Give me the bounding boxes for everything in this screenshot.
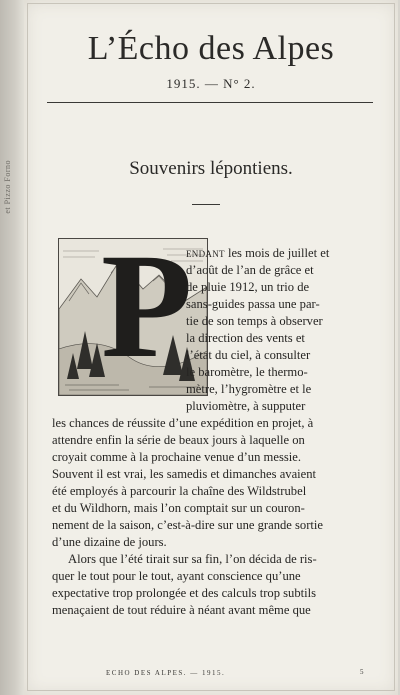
body-line: pluviomètre, à supputer bbox=[186, 399, 306, 413]
body-line: quer le tout pour le tout, ayant conscience qu’une bbox=[52, 569, 301, 583]
body-line: de pluie 1912, un trio de bbox=[186, 280, 310, 294]
body-line: attendre enfin la série de beaux jours à laquelle on bbox=[52, 433, 305, 447]
page-number: 5 bbox=[360, 668, 364, 676]
body-line: tie de son temps à observer bbox=[186, 314, 323, 328]
body-line: les chances de réussite d’une expédition en projet, à bbox=[52, 416, 314, 430]
body-line: endant les mois de juillet et bbox=[186, 246, 330, 260]
body-line: et du Wildhorn, mais l’on comptait sur un couron- bbox=[52, 501, 305, 515]
issue-number: 1915. — N° 2. bbox=[166, 76, 256, 91]
body-line: le baromètre, le thermo- bbox=[186, 365, 308, 379]
body-line: Souvent il est vrai, les samedis et dimanches avaient bbox=[52, 467, 317, 481]
article-title: Souvenirs lépontiens. bbox=[129, 158, 293, 179]
body-line: sans-guides passa une par- bbox=[186, 297, 320, 311]
title-rule bbox=[192, 204, 220, 205]
journal-page bbox=[24, 0, 398, 695]
body-line: menaçaient de tout réduire à néant avant même que bbox=[52, 603, 311, 617]
body-line: expectative trop prolongée et des calculs trop subtils bbox=[52, 586, 317, 600]
dropcap-letter: P bbox=[101, 223, 193, 389]
body-line: mètre, l’hygromètre et le bbox=[186, 382, 312, 396]
first-word: endant bbox=[186, 246, 225, 260]
body-line: l’état du ciel, à consulter bbox=[186, 348, 311, 362]
spine-text: et Pizzo Forno bbox=[3, 160, 12, 214]
body-line: été employés à parcourir la chaîne des Wildstrubel bbox=[52, 484, 307, 498]
body-line: la direction des vents et bbox=[186, 331, 305, 345]
header-rule bbox=[47, 102, 373, 103]
body-line: Alors que l’été tirait sur sa fin, l’on décida de ris- bbox=[68, 552, 317, 566]
body-line: croyait comme à la prochaine venue d’un messie. bbox=[52, 450, 301, 464]
journal-title: L’Écho des Alpes bbox=[87, 30, 335, 67]
body-line: d’une dizaine de jours. bbox=[52, 535, 167, 549]
body-line: nement de la saison, c’est-à-dire sur une grande sortie bbox=[52, 518, 324, 532]
book-spine bbox=[0, 0, 24, 695]
body-line: d’août de l’an de grâce et bbox=[186, 263, 314, 277]
running-footer: ECHO DES ALPES. — 1915. bbox=[106, 669, 226, 677]
